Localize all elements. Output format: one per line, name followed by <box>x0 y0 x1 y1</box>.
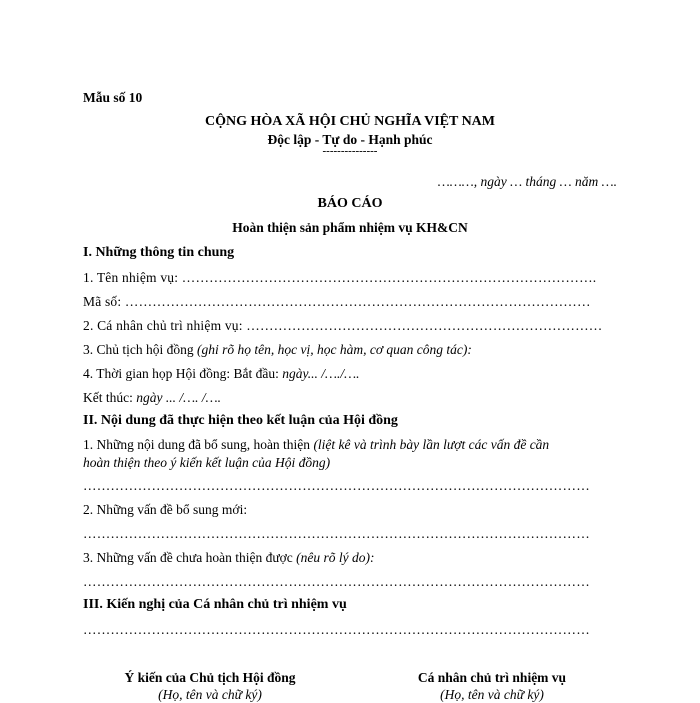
item-3-note: (nêu rõ lý do): <box>296 550 375 565</box>
item-1-dots: ………………………………………………………………………………………………… <box>83 478 590 493</box>
item-2-dots: ………………………………………………………………………………………………… <box>83 526 590 541</box>
section-3-dots: ………………………………………………………………………………………………… <box>83 622 590 637</box>
chair-field <box>83 342 472 358</box>
meeting-start-value: ngày... /…./…. <box>282 366 360 381</box>
section-3-heading: III. Kiến nghị của Cá nhân chủ trì nhiệm vụ <box>83 597 347 612</box>
signature-left-note: (Họ, tên và chữ ký) <box>158 687 262 702</box>
item-3-dots: ………………………………………………………………………………………………… <box>83 574 590 589</box>
task-code-field: Mã số: ………………………………………………………………………………………… <box>83 294 591 309</box>
meeting-end-field <box>83 390 221 406</box>
meeting-start-field <box>83 366 360 382</box>
signature-right-title: Cá nhân chủ trì nhiệm vụ <box>417 670 567 685</box>
item-1-note-b: hoàn thiện theo ý kiến kết luận của Hội đồng) <box>83 455 331 470</box>
meeting-end-value: ngày ... /…. /…. <box>136 390 222 405</box>
meeting-time-label: 4. Thời gian họp Hội đồng: Bắt đầu: <box>83 366 283 381</box>
report-title: BÁO CÁO <box>317 196 383 211</box>
signature-left-title: Ý kiến của Chủ tịch Hội đồng <box>124 670 296 685</box>
section-1-heading: I. Những thông tin chung <box>83 245 235 260</box>
item-1-note-a: (liệt kê và trình bày lần lượt các vấn đề cần <box>313 437 550 452</box>
item-1-label: 1. Những nội dung đã bổ sung, hoàn thiện <box>83 437 314 452</box>
date-line: ………, ngày … tháng … năm …. <box>437 174 617 189</box>
item-3-line <box>83 550 375 566</box>
report-subtitle: Hoàn thiện sản phẩm nhiệm vụ KH&CN <box>232 220 468 235</box>
chair-label: 3. Chủ tịch hội đồng <box>83 342 197 357</box>
item-1-line <box>83 437 549 453</box>
item-2-label: 2. Những vấn đề bổ sung mới: <box>83 502 248 517</box>
header-separator: --------------- <box>322 145 378 157</box>
national-motto: Độc lập - Tự do - Hạnh phúc <box>267 132 433 147</box>
chair-note: (ghi rõ họ tên, học vị, học hàm, cơ quan công tác): <box>197 342 472 357</box>
section-2-heading: II. Nội dung đã thực hiện theo kết luận của Hội đồng <box>83 413 398 428</box>
lead-person-field: 2. Cá nhân chủ trì nhiệm vụ: …………………………………………………………………… <box>83 318 603 333</box>
national-title: CỘNG HÒA XÃ HỘI CHỦ NGHĨA VIỆT NAM <box>204 114 495 129</box>
meeting-end-label: Kết thúc: <box>83 390 137 405</box>
signature-right-note: (Họ, tên và chữ ký) <box>440 687 544 702</box>
form-number: Mẫu số 10 <box>83 90 143 105</box>
task-name-field: 1. Tên nhiệm vụ: ………………………………………………………………………………. <box>83 270 597 285</box>
item-3-label: 3. Những vấn đề chưa hoàn thiện được <box>83 550 297 565</box>
